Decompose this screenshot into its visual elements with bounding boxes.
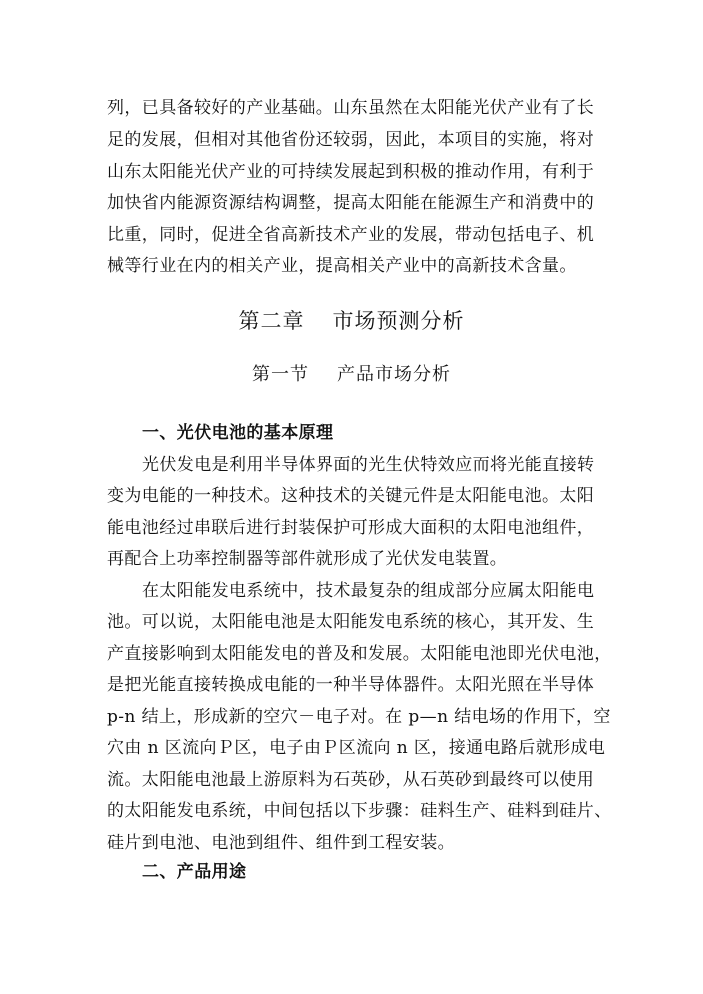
paragraph-line: 在太阳能发电系统中，技术最复杂的组成部分应属太阳能电: [142, 581, 595, 601]
paragraph-line: 的太阳能发电系统，中间包括以下步骤：硅料生产、硅料到硅片、: [107, 801, 612, 821]
chapter-heading: [0, 308, 703, 334]
intro-line: 械等行业在内的相关产业，提高相关产业中的高新技术含量。: [107, 256, 577, 276]
intro-line: 列，已具备较好的产业基础。山东虽然在太阳能光伏产业有了长: [107, 98, 595, 118]
section-title: 产品市场分析: [337, 364, 451, 385]
paragraph-line: 流。太阳能电池最上游原料为石英砂，从石英砂到最终可以使用: [107, 770, 595, 790]
paragraph-line: 穴由 n 区流向Ｐ区，电子由Ｐ区流向 n 区，接通电路后就形成电: [107, 738, 606, 758]
paragraph-line: 硅片到电池、电池到组件、组件到工程安装。: [107, 833, 455, 853]
paragraph-line: 能电池经过串联后进行封装保护可形成大面积的太阳电池组件，: [107, 518, 595, 538]
paragraph-line: 池。可以说，太阳能电池是太阳能发电系统的核心，其开发、生: [107, 612, 595, 632]
paragraph-line: 变为电能的一种技术。这种技术的关键元件是太阳能电池。太阳: [107, 486, 595, 506]
paragraph-line: 产直接影响到太阳能发电的普及和发展。太阳能电池即光伏电池，: [107, 644, 612, 664]
paragraph-line: 是把光能直接转换成电能的一种半导体器件。太阳光照在半导体: [107, 675, 595, 695]
intro-line: 山东太阳能光伏产业的可持续发展起到积极的推动作用，有利于: [107, 162, 595, 182]
section-number: 第一节: [252, 364, 309, 385]
section-heading: [0, 364, 703, 386]
paragraph-line: 光伏发电是利用半导体界面的光生伏特效应而将光能直接转: [142, 455, 595, 475]
subsection-heading-principle: 一、光伏电池的基本原理: [142, 423, 334, 443]
paragraph-line: 再配合上功率控制器等部件就形成了光伏发电装置。: [107, 549, 508, 569]
intro-line: 足的发展，但相对其他省份还较弱，因此，本项目的实施，将对: [107, 130, 595, 150]
intro-line: 加快省内能源资源结构调整，提高太阳能在能源生产和消费中的: [107, 193, 595, 213]
chapter-number: 第二章: [238, 309, 305, 333]
intro-line: 比重，同时，促进全省高新技术产业的发展，带动包括电子、机: [107, 225, 595, 245]
chapter-title: 市场预测分析: [332, 309, 465, 333]
paragraph-line: p-n 结上，形成新的空穴－电子对。在 p—n 结电场的作用下，空: [107, 707, 611, 727]
subsection-heading-usage: 二、产品用途: [142, 862, 247, 882]
